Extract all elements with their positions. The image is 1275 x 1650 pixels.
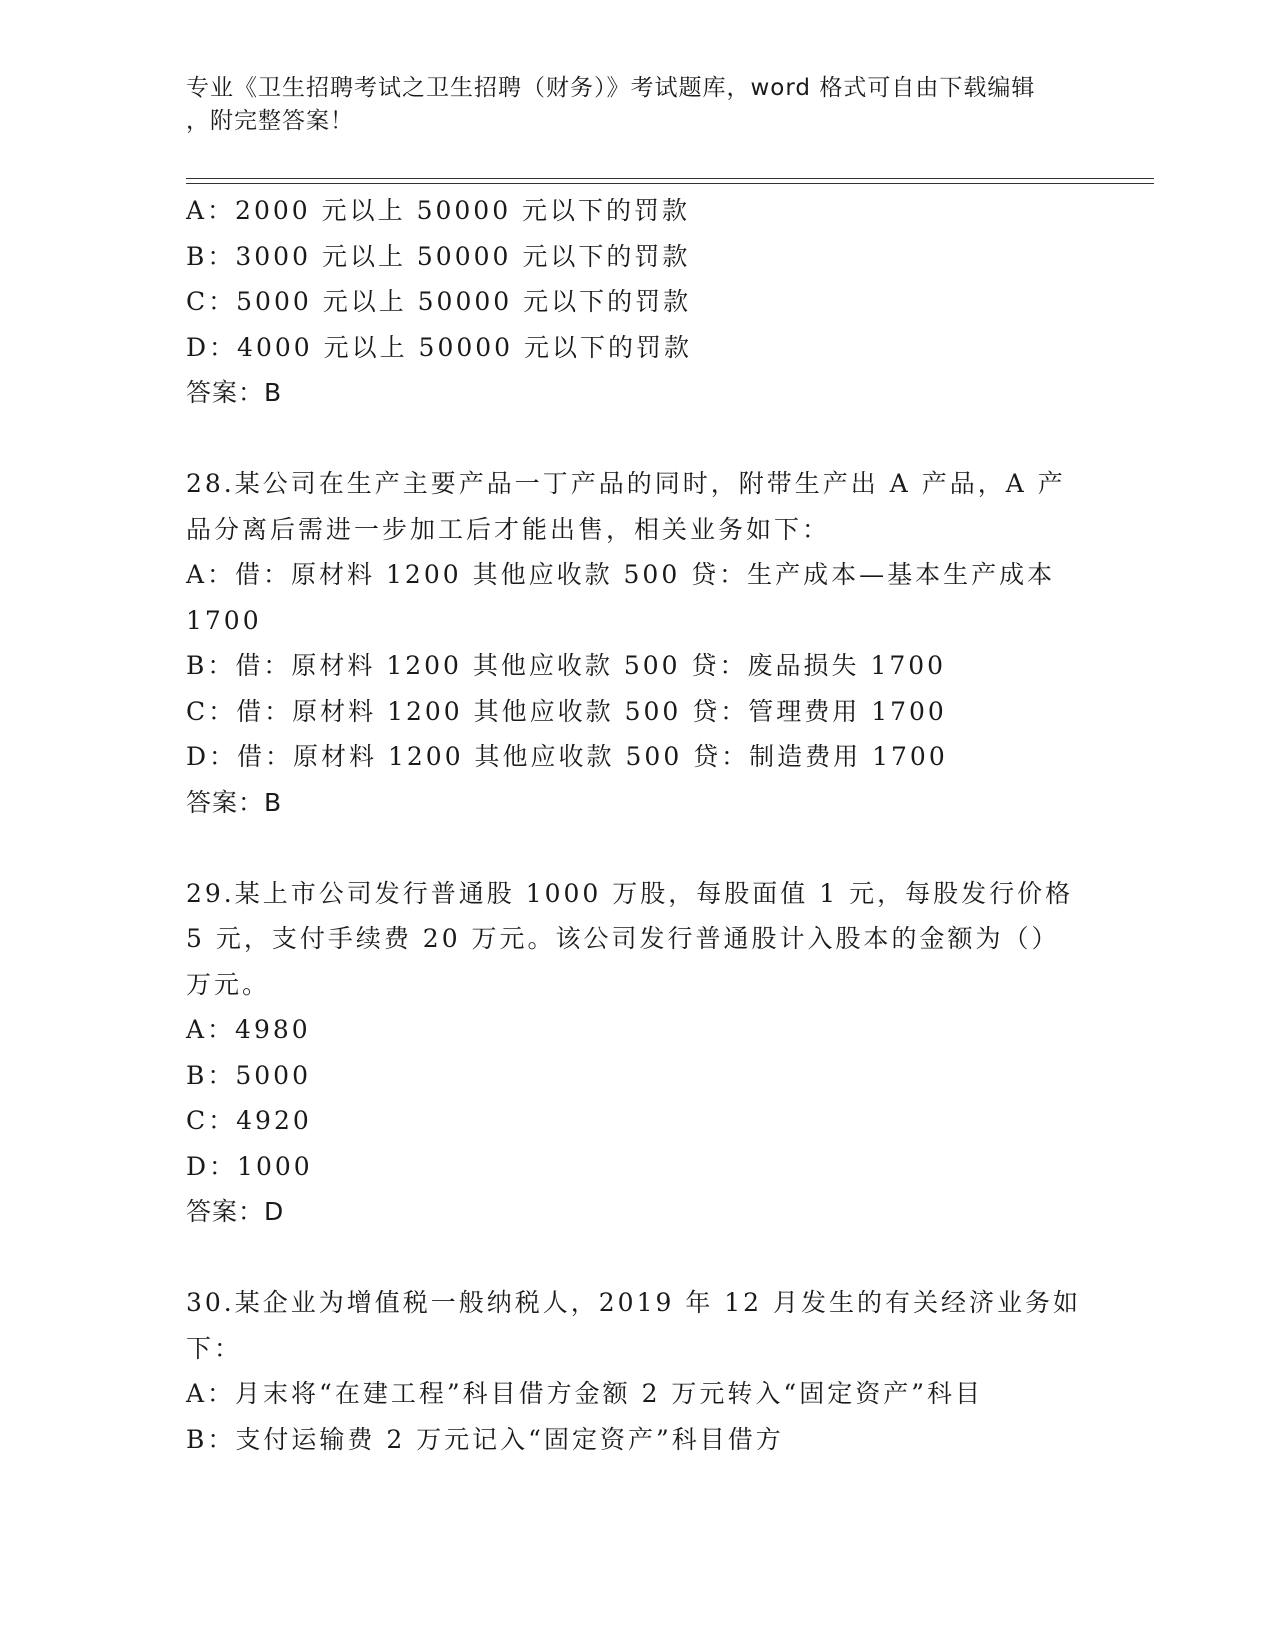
question-text-line: 29.某上市公司发行普通股 1000 万股，每股面值 1 元，每股发行价格 [186, 878, 1074, 908]
question-28 [186, 461, 1066, 825]
question-27 [186, 188, 1066, 416]
option-a: A：4980 [186, 1015, 311, 1044]
option-c: C：5000 元以上 50000 元以下的罚款 [186, 287, 692, 316]
question-content [186, 188, 1082, 1462]
answer: 答案：B [186, 787, 283, 817]
option-c: C：4920 [186, 1106, 312, 1135]
question-text-line: 下： [186, 1333, 243, 1363]
option-a: A：2000 元以上 50000 元以下的罚款 [186, 196, 691, 225]
option-d: D：借：原材料 1200 其他应收款 500 贷：制造费用 1700 [186, 742, 948, 771]
option-b: B：支付运输费 2 万元记入“固定资产”科目借方 [186, 1424, 784, 1454]
option-d: D：4000 元以上 50000 元以下的罚款 [186, 332, 693, 362]
question-29 [186, 871, 1074, 1235]
option-b: B：借：原材料 1200 其他应收款 500 贷：废品损失 1700 [186, 651, 947, 680]
answer: 答案：B [186, 378, 283, 407]
question-text-line: 30.某企业为增值税一般纳税人，2019 年 12 月发生的有关经济业务如 [186, 1288, 1082, 1317]
question-text-line: 品分离后需进一步加工后才能出售，相关业务如下： [186, 514, 831, 544]
question-30 [186, 1280, 1082, 1462]
header-double-rule [186, 178, 1154, 184]
document-header [186, 72, 1086, 138]
option-b: B：5000 [186, 1060, 311, 1090]
header-line-1: 专业《卫生招聘考试之卫生招聘（财务）》考试题库，word 格式可自由下载编辑 [186, 75, 1036, 101]
option-a: A：月末将“在建工程”科目借方金额 2 万元转入“固定资产”科目 [186, 1379, 983, 1408]
question-text-line: 28.某公司在生产主要产品一丁产品的同时，附带生产出 A 产品，A 产 [186, 469, 1066, 498]
header-line-2: ，附完整答案！ [186, 108, 354, 134]
option-b: B：3000 元以上 50000 元以下的罚款 [186, 241, 691, 271]
option-d: D：1000 [186, 1151, 313, 1181]
answer: 答案：D [186, 1197, 285, 1226]
option-c: C：借：原材料 1200 其他应收款 500 贷：管理费用 1700 [186, 696, 947, 726]
option-a: A：借：原材料 1200 其他应收款 500 贷：生产成本—基本生产成本 [186, 560, 1056, 589]
option-a-continued: 1700 [186, 605, 262, 635]
question-text-line: 5 元，支付手续费 20 万元。该公司发行普通股计入股本的金额为（） [186, 924, 1060, 953]
question-text-line: 万元。 [186, 969, 271, 999]
